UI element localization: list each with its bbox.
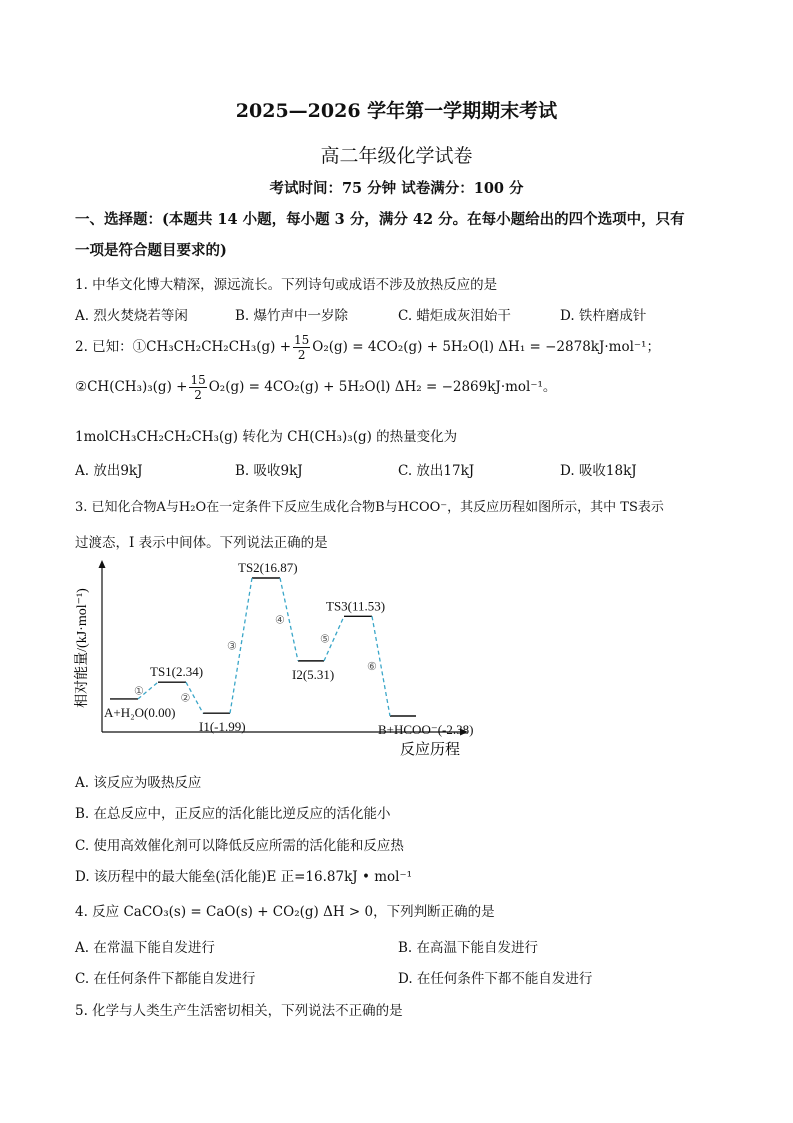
y-axis-arrow (99, 560, 106, 568)
section-heading-line1: 一、选择题：(本题共 14 小题，每小题 3 分，满分 42 分。在每小题给出的四个选项中，只有 (75, 211, 685, 228)
q4-option-c: C. 在任何条件下都能自发进行 (75, 971, 256, 987)
fraction-denominator: 2 (194, 388, 202, 402)
q4-option-d: D. 在任何条件下都不能自发进行 (398, 971, 593, 987)
q2-eq1-suffix: O₂(g) = 4CO₂(g) + 5H₂O(l) ΔH₁ = −2878kJ·mol⁻¹； (312, 339, 660, 355)
fraction-numerator: 15 (190, 373, 206, 387)
step-number-1: ① (134, 685, 144, 698)
q2-option-c: C. 放出17kJ (398, 463, 475, 479)
q2-equation-1 (75, 333, 660, 362)
q2-eq2-fraction (189, 373, 206, 402)
step-numbers (134, 614, 377, 704)
exam-meta: 考试时间：75 分钟 试卷满分：100 分 (269, 180, 524, 197)
q1-option-c: C. 蜡炬成灰泪始干 (398, 308, 511, 324)
q3-stem-line2: 过渡态，I 表示中间体。下列说法正确的是 (75, 535, 328, 551)
q1-option-b: B. 爆竹声中一岁除 (235, 308, 349, 324)
fraction-numerator: 15 (294, 333, 310, 347)
q2-eq1-fraction (293, 333, 310, 362)
step-number-5: ⑤ (320, 633, 330, 646)
state-label-5: I2(5.31) (292, 666, 335, 682)
x-axis-label: 反应历程 (399, 742, 461, 758)
q3-option-d: D. 该历程中的最大能垒(活化能)E 正=16.87kJ • mol⁻¹ (75, 869, 412, 885)
state-label-6: TS3(11.53) (326, 598, 386, 614)
q3-option-a: A. 该反应为吸热反应 (75, 775, 202, 791)
q3-option-b: B. 在总反应中，正反应的活化能比逆反应的活化能小 (75, 806, 391, 822)
q2-option-b: B. 吸收9kJ (235, 463, 303, 479)
q2-eq2-prefix: ②CH(CH₃)₃(g) + (75, 379, 188, 395)
q3-option-c: C. 使用高效催化剂可以降低反应所需的活化能和反应热 (75, 838, 404, 854)
state-label-2: TS1(2.34) (150, 664, 204, 680)
step-number-2: ② (180, 692, 191, 705)
state-label-1: A+H₂O(0.00) (104, 704, 176, 720)
fraction-denominator: 2 (297, 348, 306, 362)
y-axis-label: 相对能量/(kJ·mol⁻¹) (75, 588, 90, 708)
step-number-6: ⑥ (367, 661, 377, 674)
q1-stem: 1. 中华文化博大精深，源远流长。下列诗句或成语不涉及放热反应的是 (75, 277, 498, 293)
q4-option-a: A. 在常温下能自发进行 (75, 940, 215, 956)
state-labels (104, 560, 473, 737)
q2-stem: 1molCH₃CH₂CH₂CH₃(g) 转化为 CH(CH₃)₃(g) 的热量变化为 (75, 429, 458, 445)
state-label-3: I1(-1.99) (199, 719, 246, 735)
q4-stem: 4. 反应 CaCO₃(s) = CaO(s) + CO₂(g) ΔH > 0，下列判断正确的是 (75, 904, 495, 920)
section-heading-line2: 一项是符合题目要求的) (75, 242, 227, 259)
state-label-7: B+HCOO⁻(-2.38) (378, 722, 474, 737)
q4-option-b: B. 在高温下能自发进行 (398, 940, 539, 956)
q2-option-d: D. 吸收18kJ (560, 463, 637, 479)
q2-eq2-suffix: O₂(g) = 4CO₂(g) + 5H₂O(l) ΔH₂ = −2869kJ·mol⁻¹。 (208, 379, 557, 395)
step-number-4: ④ (275, 614, 285, 627)
q1-option-a: A. 烈火焚烧若等闲 (75, 308, 188, 324)
q2-eq1-prefix: 2. 已知：①CH₃CH₂CH₂CH₃(g) + (75, 339, 292, 355)
energy-profile-chart (70, 560, 480, 760)
state-label-4: TS2(16.87) (238, 560, 298, 575)
step-number-3: ③ (227, 640, 237, 653)
q5-stem: 5. 化学与人类生产生活密切相关，下列说法不正确的是 (75, 1003, 403, 1019)
q3-stem-line1: 3. 已知化合物A与H₂O在一定条件下反应生成化合物B与HCOO⁻，其反应历程如图所示，其中 TS表示 (75, 500, 664, 515)
exam-subtitle: 高二年级化学试卷 (320, 145, 473, 167)
q2-equation-2 (75, 373, 556, 402)
q2-option-a: A. 放出9kJ (75, 463, 143, 479)
q1-option-d: D. 铁杵磨成针 (560, 308, 647, 324)
exam-title: 2025—2026 学年第一学期期末考试 (235, 100, 558, 122)
